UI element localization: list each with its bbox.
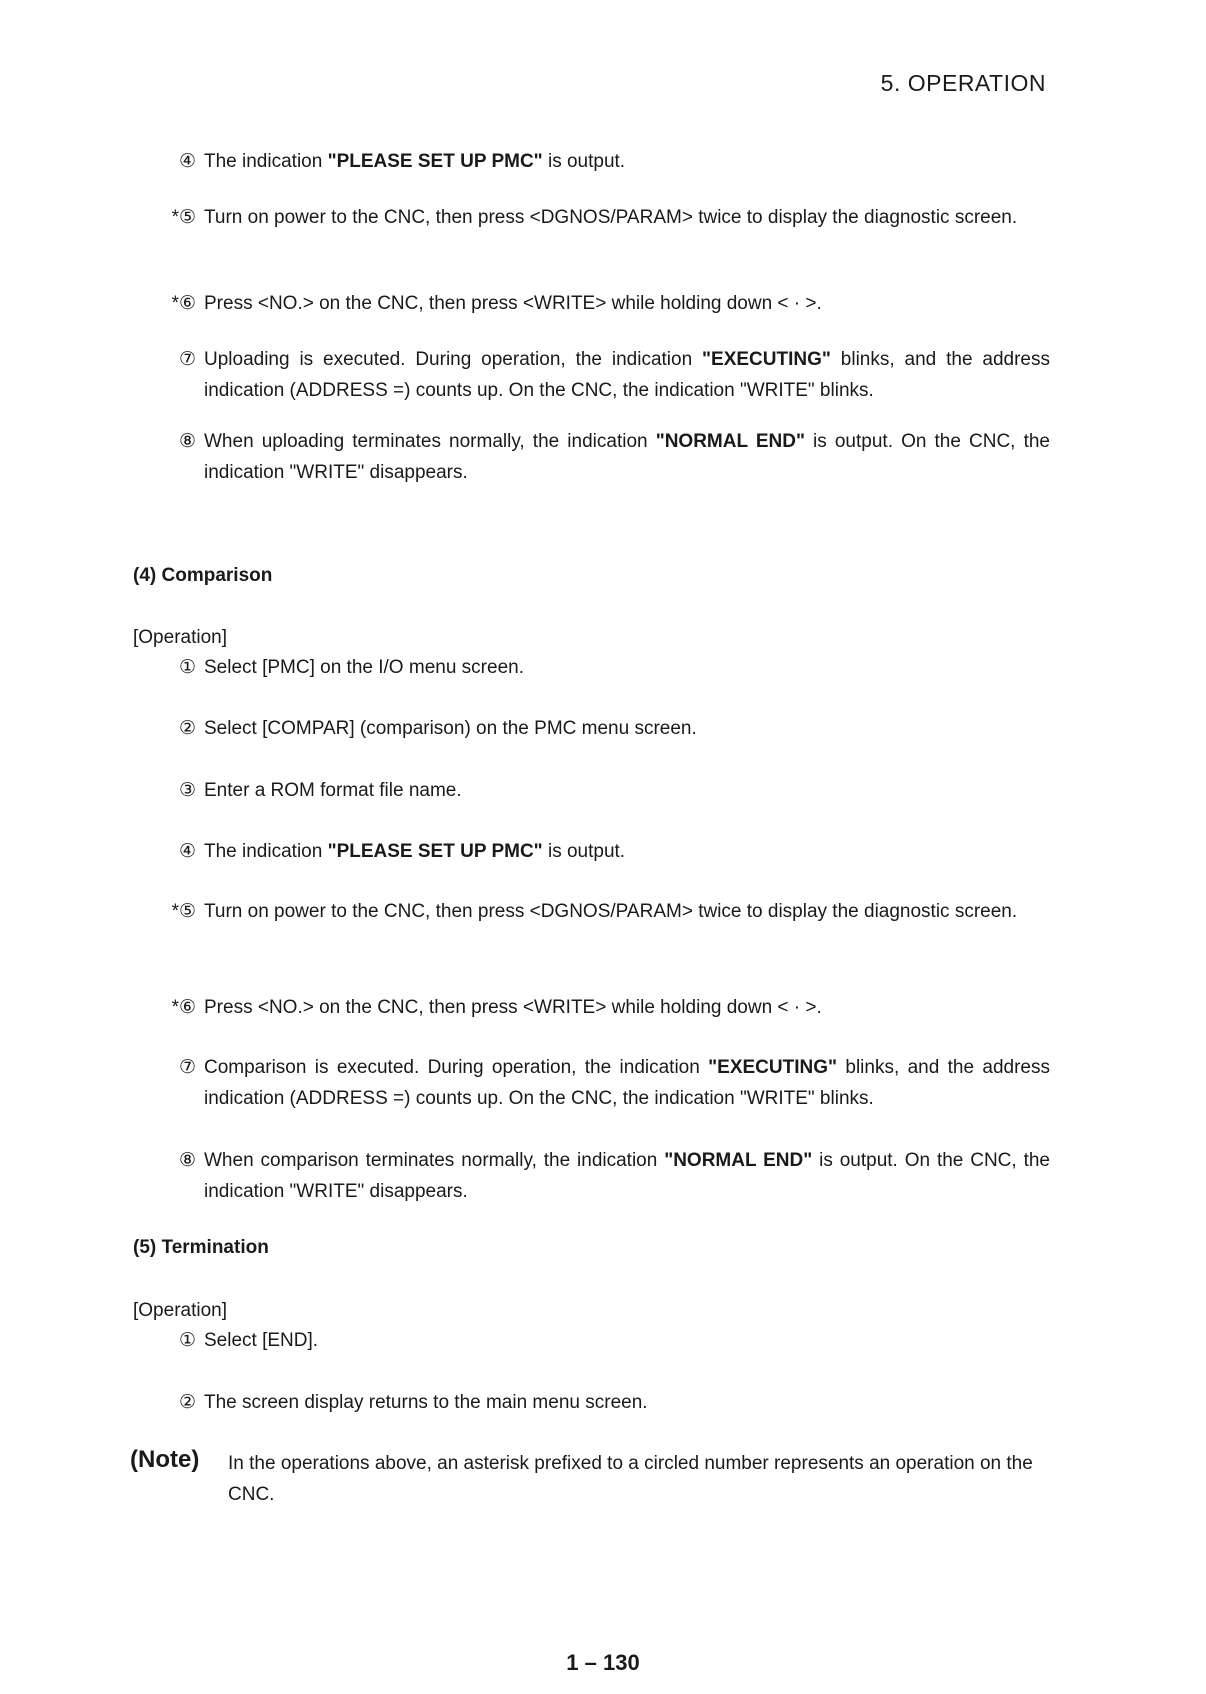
note-label: (Note) (130, 1446, 200, 1473)
step-item (150, 896, 1050, 927)
step-item (150, 1145, 1050, 1207)
step-marker: ① (178, 657, 196, 678)
step-marker: *⑥ (171, 293, 196, 314)
page-number: 1 – 130 (566, 1650, 640, 1675)
operation-label: [Operation] (133, 627, 227, 648)
step-marker: ② (178, 1392, 196, 1413)
step-text: Uploading is executed. During operation, the indication "EXECUTING" blinks, and the address indication (ADDRESS =) counts up. On the CNC, the indication "WRITE" blinks. (204, 349, 1050, 401)
step-marker: ① (178, 1330, 196, 1351)
step-text: Turn on power to the CNC, then press <DGNOS/PARAM> twice to display the diagnostic screen. (204, 207, 1018, 228)
step-marker: ⑧ (178, 431, 196, 452)
note-text: In the operations above, an asterisk prefixed to a circled number represents an operation on the CNC. (228, 1453, 1033, 1505)
step-text: The indication "PLEASE SET UP PMC" is output. (204, 151, 626, 172)
step-text: Select [PMC] on the I/O menu screen. (204, 657, 524, 678)
step-text: Select [COMPAR] (comparison) on the PMC menu screen. (204, 718, 697, 739)
operation-label: [Operation] (133, 1300, 227, 1321)
step-item (150, 992, 1050, 1023)
step-marker: *⑥ (171, 997, 196, 1018)
section-heading-termination: (5) Termination (133, 1237, 269, 1258)
step-item (150, 1052, 1050, 1114)
step-text: When uploading terminates normally, the indication "NORMAL END" is output. On the CNC, the indication "WRITE" disappears. (204, 431, 1050, 483)
step-marker: ③ (178, 780, 196, 801)
step-text: Enter a ROM format file name. (204, 780, 462, 801)
step-item (150, 344, 1050, 406)
step-item (150, 836, 1050, 867)
step-text: The indication "PLEASE SET UP PMC" is output. (204, 841, 626, 862)
step-marker: ⑦ (178, 349, 196, 370)
chapter-title: 5. OPERATION (880, 70, 1046, 96)
step-item (150, 775, 1050, 806)
step-text: When comparison terminates normally, the indication "NORMAL END" is output. On the CNC, the indication "WRITE" disappears. (204, 1150, 1050, 1202)
step-item (150, 713, 1050, 744)
step-marker: *⑤ (171, 901, 196, 922)
step-marker: *⑤ (171, 207, 196, 228)
step-item (150, 202, 1050, 233)
step-text: Turn on power to the CNC, then press <DGNOS/PARAM> twice to display the diagnostic screen. (204, 901, 1018, 922)
step-item (150, 146, 1050, 177)
step-marker: ④ (178, 151, 196, 172)
step-item (150, 1387, 1050, 1418)
step-item (150, 1325, 1050, 1356)
step-marker: ⑦ (178, 1057, 196, 1078)
step-text: Press <NO.> on the CNC, then press <WRITE> while holding down < · >. (204, 293, 822, 314)
section-heading-comparison: (4) Comparison (133, 565, 273, 586)
step-item (150, 426, 1050, 488)
step-item (150, 652, 1050, 683)
step-marker: ④ (178, 841, 196, 862)
step-marker: ② (178, 718, 196, 739)
step-text: Select [END]. (204, 1330, 319, 1351)
step-item (150, 288, 1050, 319)
step-text: Comparison is executed. During operation, the indication "EXECUTING" blinks, and the address indication (ADDRESS =) counts up. On the CNC, the indication "WRITE" blinks. (204, 1057, 1050, 1109)
step-text: Press <NO.> on the CNC, then press <WRITE> while holding down < · >. (204, 997, 822, 1018)
step-text: The screen display returns to the main menu screen. (204, 1392, 648, 1413)
step-marker: ⑧ (178, 1150, 196, 1171)
